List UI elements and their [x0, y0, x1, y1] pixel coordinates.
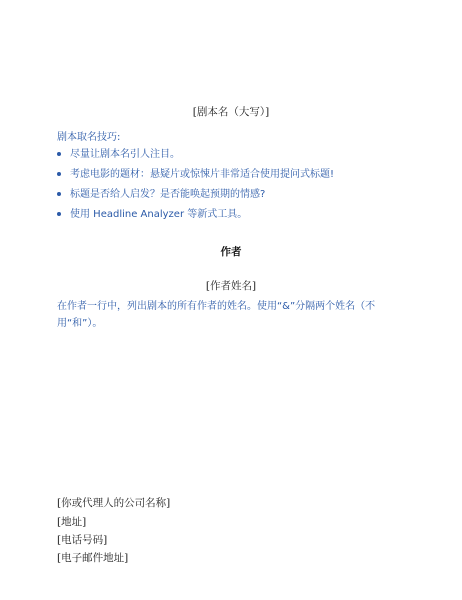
bullet-icon	[57, 172, 61, 176]
company-name-placeholder[interactable]: [你或代理人的公司名称]	[57, 497, 171, 509]
tip-text: 考虑电影的题材：悬疑片或惊悚片非常适合使用提问式标题!	[70, 169, 335, 180]
author-heading: 作者	[220, 246, 242, 258]
bullet-icon	[57, 152, 61, 156]
list-item	[57, 168, 334, 188]
tip-text: 标题是否给人启发？是否能唤起预期的情感?	[70, 189, 266, 200]
tip-text: 尽量让剧本名引人注目。	[70, 149, 180, 160]
list-item	[57, 148, 334, 168]
address-placeholder[interactable]: [地址]	[57, 516, 87, 528]
script-title-placeholder[interactable]: [剧本名（大写）]	[192, 106, 270, 118]
tips-list	[57, 148, 334, 228]
tips-heading: 剧本取名技巧:	[57, 132, 121, 143]
bullet-icon	[57, 212, 61, 216]
list-item	[57, 208, 334, 228]
phone-placeholder[interactable]: [电话号码]	[57, 534, 108, 546]
list-item	[57, 188, 334, 208]
tip-text: 使用 Headline Analyzer 等新式工具。	[70, 209, 248, 220]
email-placeholder[interactable]: [电子邮件地址]	[57, 552, 129, 564]
bullet-icon	[57, 192, 61, 196]
author-instruction: 在作者一行中，列出剧本的所有作者的姓名。使用“&”分隔两个姓名（不用“和”）。	[57, 301, 376, 329]
author-name-placeholder[interactable]: [作者姓名]	[205, 280, 257, 292]
